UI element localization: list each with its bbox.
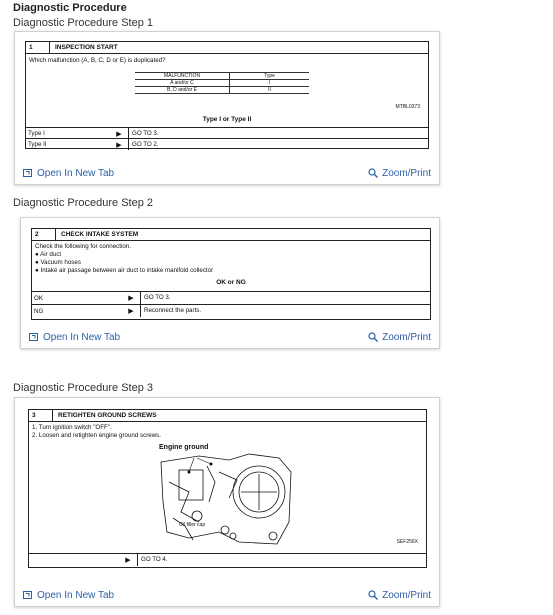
arrow-icon: ▶ xyxy=(128,295,134,302)
decision-prompt: Type I or Type II xyxy=(202,116,252,123)
figure-code: SEF256X xyxy=(396,539,418,545)
zoom-icon xyxy=(368,590,378,600)
procedure-table xyxy=(25,41,429,149)
question-text: Which malfunction (A, B, C, D or E) is duplicated? xyxy=(29,57,166,64)
card-footer xyxy=(21,326,439,348)
zoom-print-link[interactable] xyxy=(368,590,431,601)
malfunction-cell: A and/or C xyxy=(135,80,230,87)
figure-code: MTBL0373 xyxy=(395,104,420,110)
type-header: Type xyxy=(230,73,310,80)
engine-ground-illustration xyxy=(159,452,294,547)
branch-label: Type I xyxy=(28,130,45,137)
figure-label: Engine ground xyxy=(159,444,209,451)
zoom-print-label: Zoom/Print xyxy=(382,167,431,179)
arrow-icon: ▶ xyxy=(116,130,122,138)
instruction-line: 2. Loosen and retighten engine ground screws. xyxy=(32,432,161,439)
procedure-table xyxy=(28,409,427,568)
type-cell: II xyxy=(230,87,310,94)
new-tab-icon xyxy=(23,590,33,600)
branch-action: GO TO 2. xyxy=(128,139,428,150)
intro-text: Check the following for connection. xyxy=(35,243,131,250)
zoom-print-link[interactable] xyxy=(368,332,431,343)
branch-label: OK xyxy=(34,294,43,302)
step-number: 2 xyxy=(32,229,56,240)
page-title: Diagnostic Procedure xyxy=(13,2,127,14)
decision-prompt: OK or NG xyxy=(216,279,246,286)
branch-label: NG xyxy=(34,307,44,315)
branch-label: Type II xyxy=(28,141,47,148)
step-number: 3 xyxy=(29,410,53,421)
step-card-1 xyxy=(14,31,440,185)
figure-callout: Oil filler cap xyxy=(179,522,206,528)
bullet-item: ● Air duct xyxy=(35,251,62,258)
arrow-icon: ▶ xyxy=(116,141,122,149)
branch-row xyxy=(32,304,430,317)
open-in-new-tab-label: Open In New Tab xyxy=(37,167,115,179)
open-in-new-tab-link[interactable] xyxy=(23,168,114,179)
arrow-icon: ▶ xyxy=(125,557,131,564)
step-heading-2: Diagnostic Procedure Step 2 xyxy=(13,197,154,209)
instruction-line: 1. Turn ignition switch "OFF". xyxy=(32,424,112,431)
new-tab-icon xyxy=(29,332,39,342)
step-number: 1 xyxy=(26,42,50,53)
procedure-header xyxy=(32,229,430,241)
procedure-header xyxy=(29,410,426,422)
zoom-print-label: Zoom/Print xyxy=(382,331,431,343)
open-in-new-tab-label: Open In New Tab xyxy=(37,589,115,601)
branch-row xyxy=(29,553,426,566)
card-footer xyxy=(15,162,439,184)
branch-action: Reconnect the parts. xyxy=(140,305,430,317)
open-in-new-tab-link[interactable] xyxy=(23,590,114,601)
branch-row xyxy=(26,138,428,150)
malfunction-table xyxy=(135,72,309,94)
zoom-icon xyxy=(368,168,378,178)
bullet-item: ● Intake air passage between air duct to intake manifold collector xyxy=(35,267,214,274)
branch-action: GO TO 3. xyxy=(128,128,428,139)
malfunction-header: MALFUNCTION xyxy=(135,73,230,80)
malfunction-cell: B, D and/or E xyxy=(135,87,230,94)
step-title: INSPECTION START xyxy=(55,44,118,51)
step-heading-1: Diagnostic Procedure Step 1 xyxy=(13,17,154,29)
zoom-print-label: Zoom/Print xyxy=(382,589,431,601)
branch-row xyxy=(32,291,430,304)
branch-action: GO TO 3. xyxy=(140,292,430,304)
bullet-item: ● Vacuum hoses xyxy=(35,259,81,266)
step-card-2 xyxy=(20,217,440,349)
arrow-icon: ▶ xyxy=(128,308,134,315)
step-title: CHECK INTAKE SYSTEM xyxy=(61,231,139,238)
new-tab-icon xyxy=(23,168,33,178)
branch-action: GO TO 4. xyxy=(137,554,426,566)
procedure-table xyxy=(31,228,431,320)
type-cell: I xyxy=(230,80,310,87)
zoom-print-link[interactable] xyxy=(368,168,431,179)
procedure-header xyxy=(26,42,428,54)
card-footer xyxy=(15,584,439,606)
step-title: RETIGHTEN GROUND SCREWS xyxy=(58,412,157,419)
open-in-new-tab-label: Open In New Tab xyxy=(43,331,121,343)
step-card-3 xyxy=(14,397,440,607)
step-heading-3: Diagnostic Procedure Step 3 xyxy=(13,382,154,394)
zoom-icon xyxy=(368,332,378,342)
open-in-new-tab-link[interactable] xyxy=(29,332,120,343)
